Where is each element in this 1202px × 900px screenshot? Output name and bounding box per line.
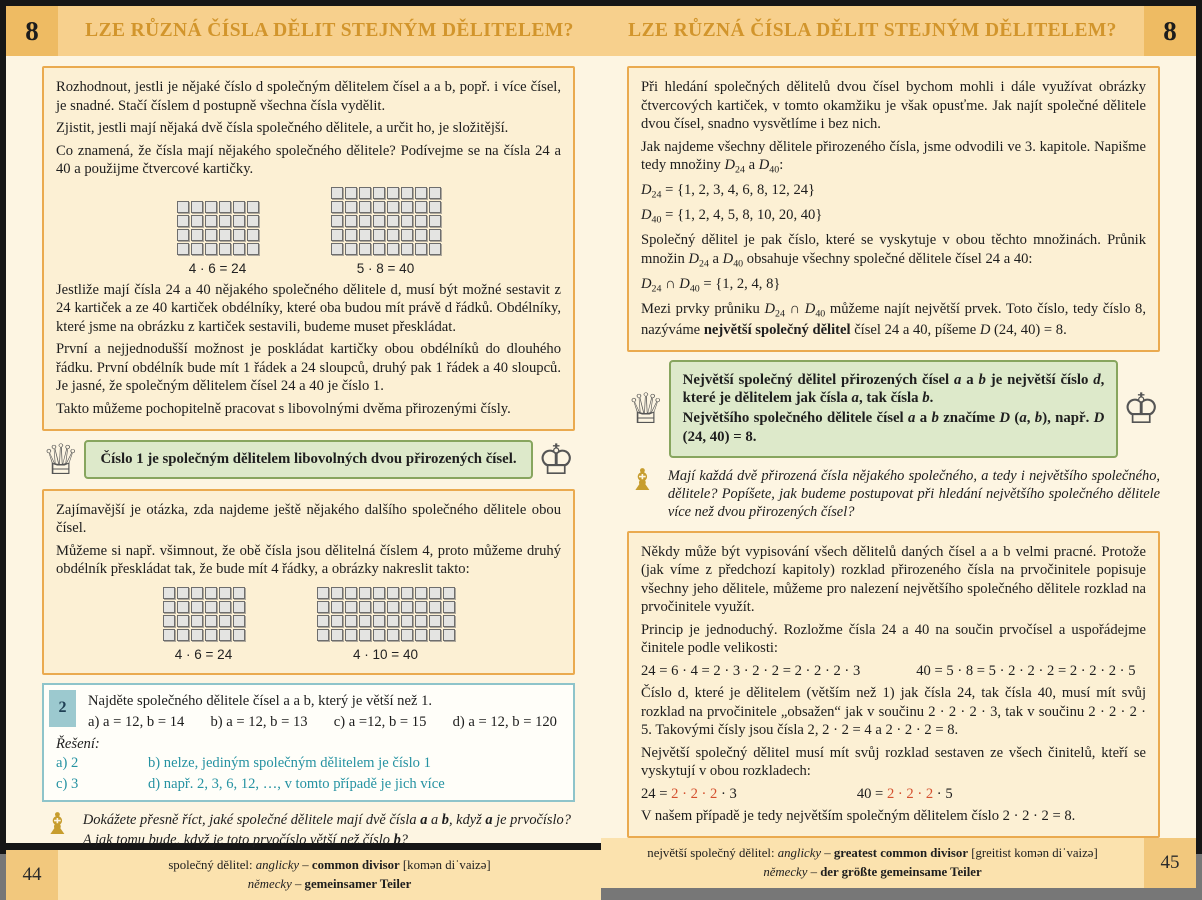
definition-line: Největší společný dělitel přirozených čísel a a b je největší číslo d, které je dělitelem jak čísla a, tak čísla b. [682,371,1105,407]
figure-caption: 5 · 8 = 40 [356,260,415,276]
right-box-divisor-sets [627,66,1160,352]
page-left [6,6,601,891]
left-header [6,6,601,56]
chess-queen-icon: ♕ [42,434,80,484]
question-text [83,810,575,850]
chapter-number-box: 8 [6,6,58,56]
paragraph: Princip je jednoduchý. Rozložme čísla 24 a 40 na součin prvočísel a uspořádejme činitele podle velikosti: [641,621,1146,657]
vocab-line: německy – gemeinsamer Teiler [247,877,412,891]
exercise-task: Najděte společného dělitele čísel a a b, který je větší než 1. [88,692,433,709]
left-box-second [42,489,575,675]
vocabulary [601,838,1144,888]
paragraph: První a nejjednodušší možnost je poskládat kartičky obou obdélníků do dlouhého řádku. První obdélník bude mít 1 řádek a 24 sloupců, druhý pak 1 řádek a 40 sloupců. Je jasné, že společným dělitelem čísel 24 a 40 je číslo 1. [56,341,561,395]
question-line: A jak tomu bude, když je toto prvočíslo větší než číslo b? [82,831,408,848]
figure-caption: 4 · 6 = 24 [174,646,233,662]
card-grid-figure-24 [177,201,259,277]
paragraph: Při hledání společných dělitelů dvou čísel bychom mohli i dále využívat obrázky čtvercových kartiček, v tomto okamžiku je však opusťme. Jak najít společné dělitele dvou čísel, snadno vysvětlíme i bez nich. [641,79,1146,133]
paragraph: Největší společný dělitel musí mít svůj rozklad sestaven ze všech činitelů, kteří se vyskytují v obou rozkladech: [641,744,1146,780]
rule-banner-text: Číslo 1 je společným dělitelem libovolných dvou přirozených čísel. [84,440,534,479]
paragraph: Mezi prvky průniku $D_{24}$ ∩ $D_{40}$ můžeme najít největší prvek. Toto číslo, tedy číslo 8, nazýváme největší společný dělitel čísel 24 a 40, píšeme D (24, 40) = 8. [641,300,1146,339]
vocabulary [58,850,601,900]
chess-queen-icon: ♕ [627,383,665,433]
option-d: d) a = 12, b = 120 [452,714,557,731]
right-question [627,462,1160,523]
definition-box-row [627,360,1160,458]
exercise-options [56,713,561,732]
answer-d: d) např. 2, 3, 6, 12, …, v tomto případě je jich více [148,775,445,792]
card-grid-4x6 [177,201,259,255]
chess-bishop-icon: ♝ [629,462,656,498]
vocab-line: největší společný dělitel: anglicky – greatest common divisor [greitist komən diˈvaizə] [647,846,1098,861]
rule-banner [42,434,575,484]
paragraph: V našem případě je tedy největším společným dělitelem číslo 2 · 2 · 2 = 8. [641,808,1076,825]
left-content [6,56,601,850]
paragraph: Zjistit, jestli mají nějaká dvě čísla společného dělitele, a určit ho, je složitější. [56,120,509,137]
divisor-set-24: $D_{24} = \{1$, 2, 3, 4, 6, 8, 12, 24} [641,182,816,201]
card-grid-figures [56,587,561,663]
factorization-highlighted [641,785,1146,804]
right-footer [601,838,1196,888]
right-box-prime-factors [627,531,1160,838]
question-text [668,466,1160,523]
factorization-40: 40 = 5 · 8 = 5 · 2 · 2 · 2 = 2 · 2 · 2 · 5 [916,662,1136,679]
left-question [42,807,575,850]
page-right [601,6,1196,879]
chess-king-icon: ♔ [537,434,575,484]
figure-caption: 4 · 6 = 24 [188,260,247,276]
question-line: Dokážete přesně říct, jaké společné dělitele mají dvě čísla a a b, když a je prvočíslo? [82,812,571,829]
vocab-line: německy – der größte gemeinsame Teiler [763,864,982,879]
option-c: c) a =12, b = 15 [333,714,427,731]
option-a: a) a = 12, b = 14 [88,714,185,731]
card-grid-figure-24b [163,587,245,663]
right-header [601,6,1196,56]
exercise-2 [42,683,575,803]
vocab-line: společný dělitel: anglicky – common divisor [komən diˈvaizə] [168,858,491,873]
paragraph: Číslo d, které je dělitelem (větším než 1) jak čísla 24, tak čísla 40, musí mít svůj rozklad na prvočinitele „obsažen“ jak v součinu 2 · 2 · 2 · 3, tak v součinu 2 · 2 · 2 · 5. Takovými čísly jsou čísla 2, 2 · 2 = 4 a 2 · 2 · 2 = 8. [641,685,1146,739]
paragraph: Jestliže mají čísla 24 a 40 nějakého společného dělitele d, musí být možné sestavit z 24 kartiček a ze 40 kartiček obdélníky, které oba budou mít právě d řádků. Obdélníky, které jsme na obrázku z kartiček sestavili, budeme muset přeskládat. [56,281,561,335]
paragraph: Takto můžeme pochopitelně pracovat s libovolnými dvěma přirozenými čísly. [56,400,511,417]
card-grid-4x10 [317,587,455,641]
paragraph: Někdy může být vypisování všech dělitelů daných čísel a a b velmi pracné. Protože (jak víme z předchozí kapitoly) rozklad přirozeného čísla na prvočinitele popisuje všechny jeho dělitele, můžeme pro nalezení největšího společného dělitele rozklad na prvočinitele využít. [641,543,1146,616]
intersection-set: $D_{24}$ ∩ $D_{40} = \{1$, 2, 4, 8} [641,275,781,295]
card-grid-figures [56,187,561,277]
paragraph: Můžeme si např. všimnout, že obě čísla jsou dělitelná číslem 4, proto můžeme druhý obdélník přeskládat tak, že bude mít 4 řádky, a obrázky nakreslit takto: [56,542,561,578]
answer-b: b) nelze, jediným společným dělitelem je číslo 1 [148,755,431,772]
option-b: b) a = 12, b = 13 [210,714,308,731]
card-grid-5x8 [331,187,441,255]
definition-line: Největšího společného dělitele čísel a a b značíme D (a, b), např. D (24, 40) = 8. [682,410,1105,445]
left-box-intro [42,66,575,431]
chess-king-icon: ♔ [1122,383,1160,433]
divisor-set-40: $D_{40} = \{1$, 2, 4, 5, 8, 10, 20, 40} [641,207,823,226]
paragraph: Zajímavější je otázka, zda najdeme ještě nějakého dalšího společného dělitele obou čísel. [56,501,561,537]
exercise-answers [56,754,561,793]
chess-bishop-icon: ♝ [44,807,71,843]
question-line: Mají každá dvě přirozená čísla nějakého společného, a tedy i největšího společného, dělitele? Popíšete, jak budeme postupovat při hledání největšího společného dělitele více než dvou přirozených čísel? [667,467,1160,521]
paragraph: Jak najdeme všechny dělitele přirozeného čísla, jsme odvodili ve 3. kapitole. Napišme tedy množiny $D_{24}$ a $D_{40}$: [641,138,1146,176]
card-grid-figure-40b [317,587,455,663]
right-content [601,56,1196,838]
card-grid-4x6 [163,587,245,641]
paragraph: Rozhodnout, jestli je nějaké číslo d společným dělitelem čísel a a b, popř. i více čísel, je snadné. Stačí číslem d postupně všechna čísla vydělit. [56,79,561,114]
answer-a: a) 2 [56,755,79,772]
figure-caption: 4 · 10 = 40 [353,646,418,662]
paragraph: Co znamená, že čísla mají nějakého společného dělitele? Podívejme se na čísla 24 a 40 a použijme čtvercové kartičky. [56,142,561,178]
left-footer [6,850,601,900]
exercise-number-badge: 2 [49,690,76,727]
solution-label: Řešení: [56,735,100,752]
definition-box [669,360,1119,458]
factorization-24: 24 = 6 · 4 = 2 · 3 · 2 · 2 = 2 · 2 · 2 · 3 [641,662,861,679]
page-number: 44 [6,850,58,900]
chapter-number-box: 8 [1144,6,1196,56]
factorization-40-red: 40 = 2 · 2 · 2 · 5 [856,785,953,802]
card-grid-figure-40 [331,187,441,277]
paragraph: Společný dělitel je pak číslo, které se vyskytuje v obou těchto množinách. Průnik množin $D_{24}$ a $D_{40}$ obsahuje všechny společné dělitele čísel 24 a 40: [641,232,1146,270]
chapter-title: LZE RŮZNÁ ČÍSLA DĚLIT STEJNÝM DĚLITELEM? [85,20,574,41]
chapter-title: LZE RŮZNÁ ČÍSLA DĚLIT STEJNÝM DĚLITELEM? [628,20,1117,41]
factorization-24-red: 24 = 2 · 2 · 2 · 3 [641,785,737,802]
page-number: 45 [1144,838,1196,888]
answer-c: c) 3 [56,775,79,792]
factorization-full [641,662,1146,681]
